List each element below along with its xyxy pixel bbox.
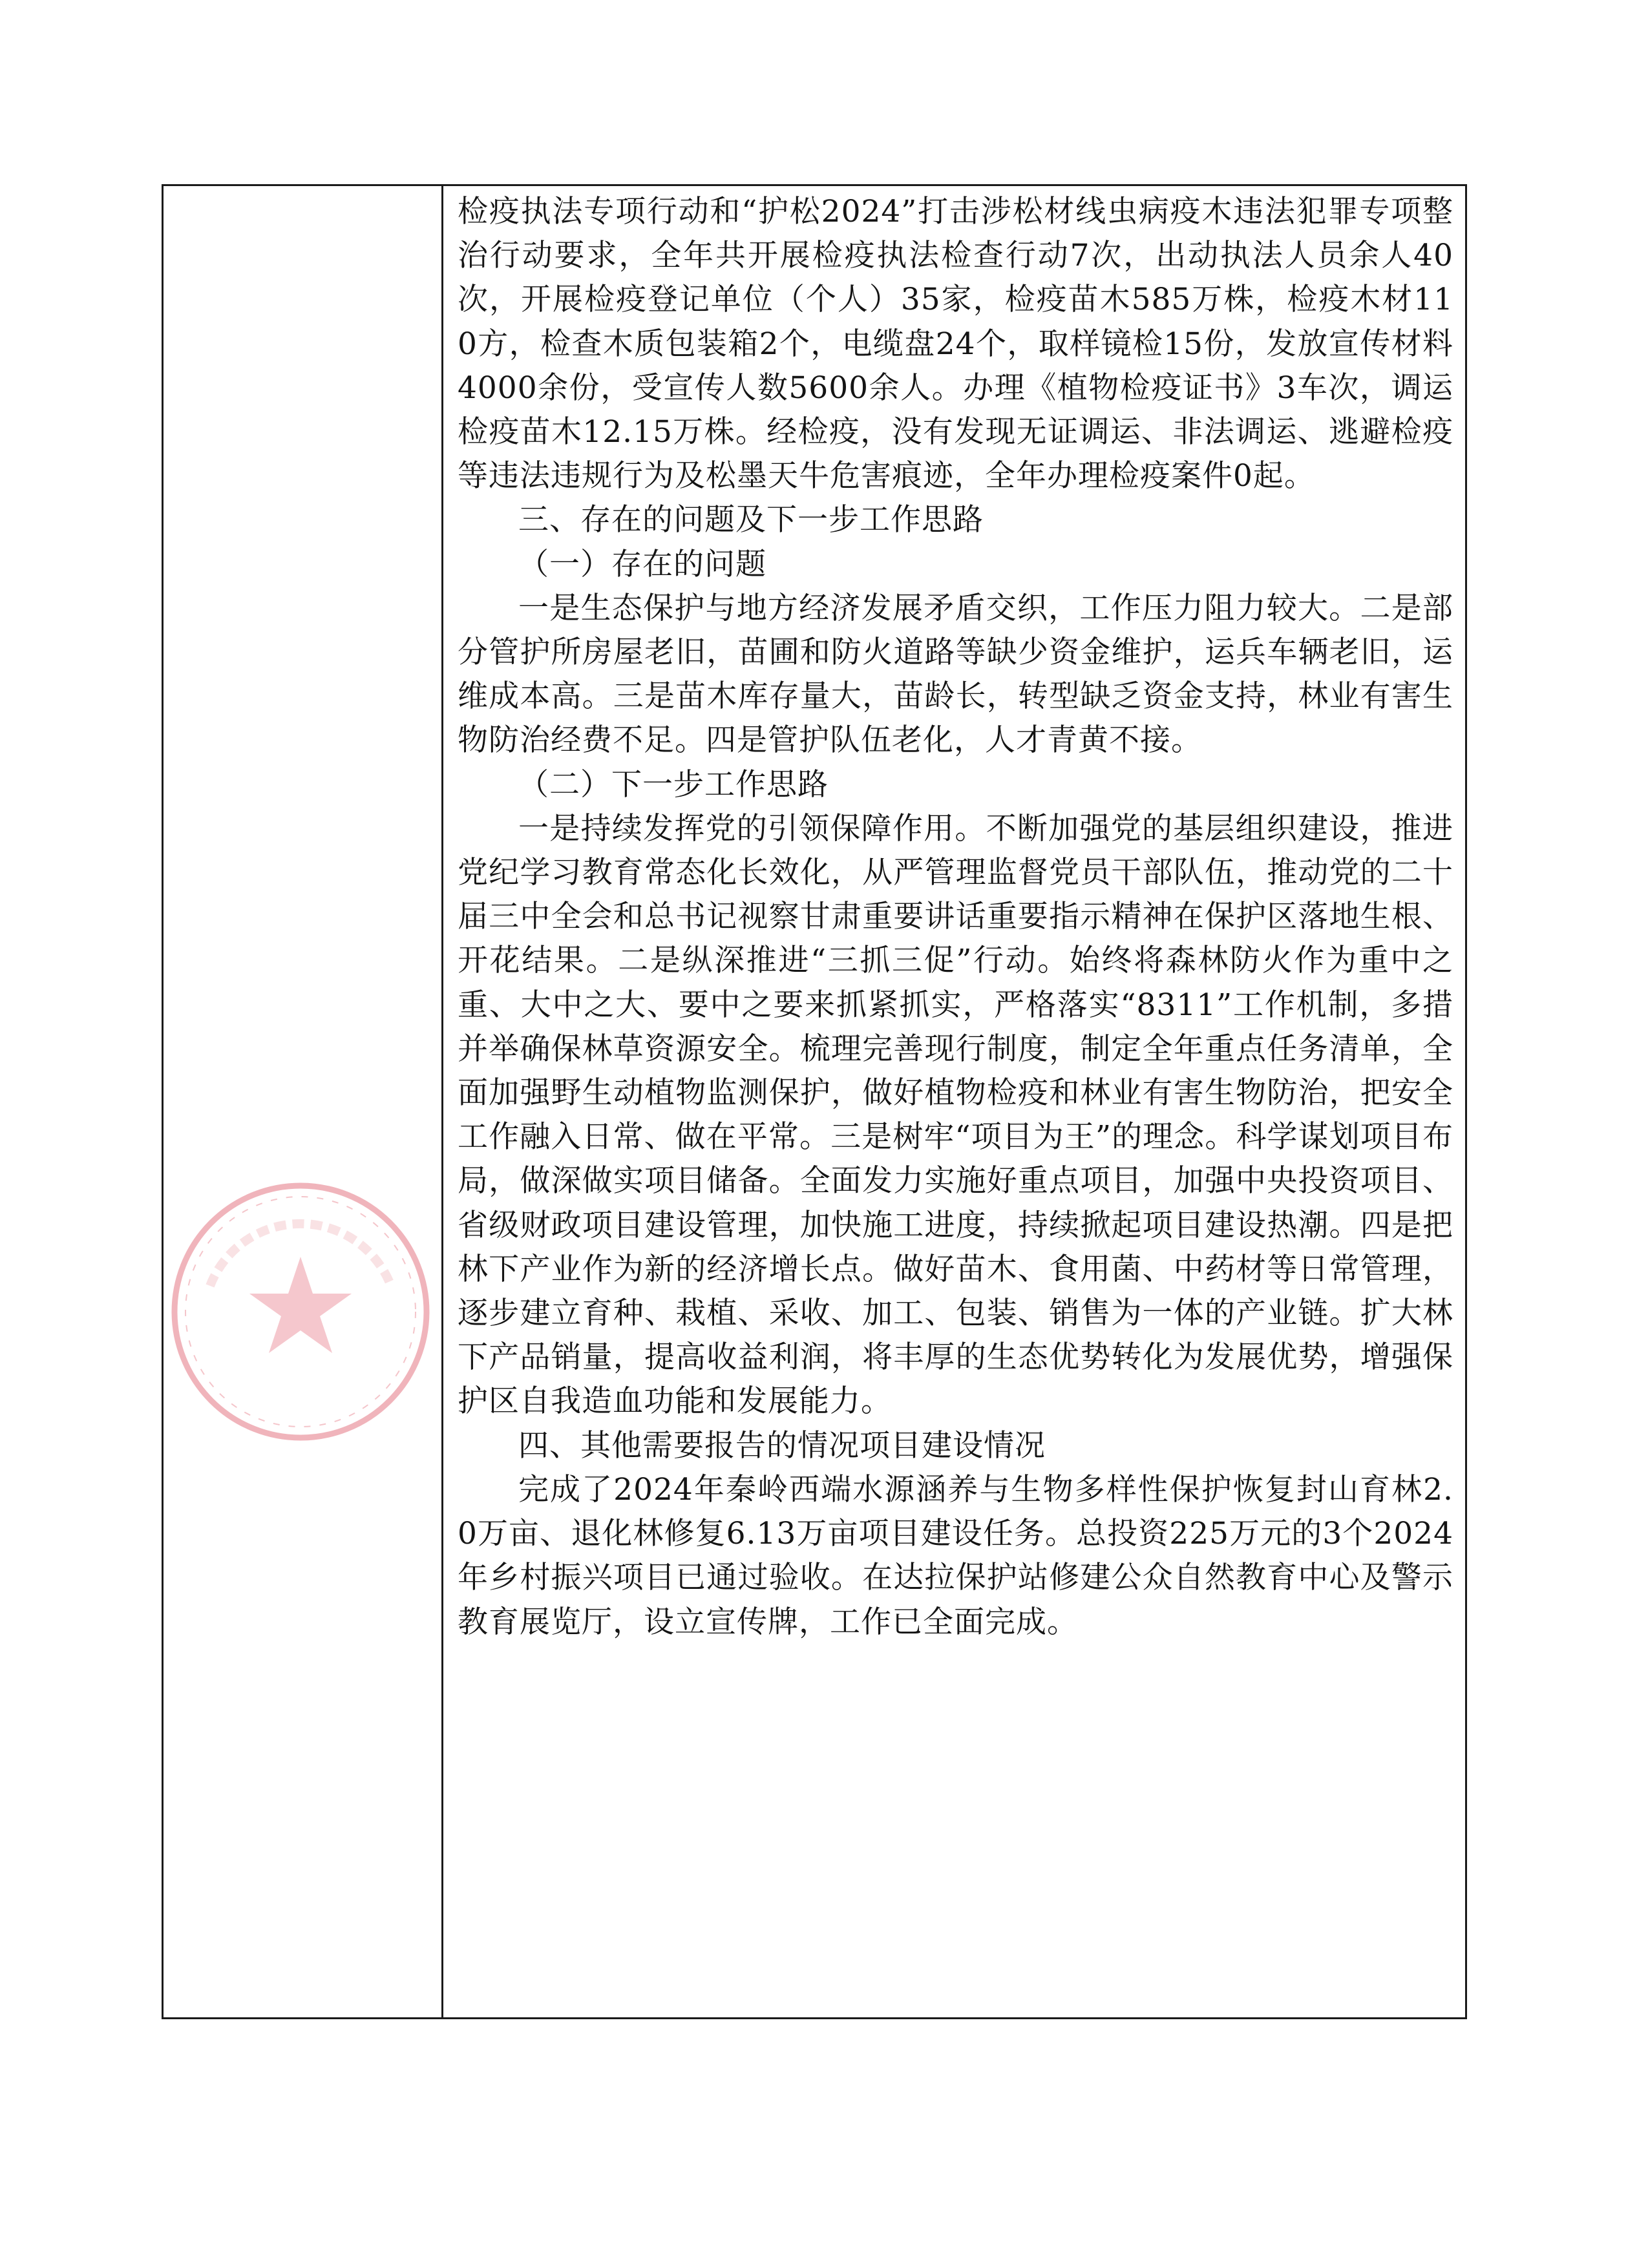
left-label-cell	[164, 186, 443, 2017]
report-body	[458, 190, 1453, 1644]
content-cell	[443, 186, 1465, 2017]
paragraph-projects: 完成了2024年秦岭西端水源涵养与生物多样性保护恢复封山育林2.0万亩、退化林修复6.13万亩项目建设任务。总投资225万元的3个2024年乡村振兴项目已通过验收。在达拉保护站修建公众自然教育中心及警示教育展览厅，设立宣传牌，工作已全面完成。	[458, 1471, 1453, 1640]
subheading-next-steps: （二）下一步工作思路	[518, 766, 829, 803]
seal-star-icon	[249, 1257, 352, 1353]
section-heading-4: 四、其他需要报告的情况项目建设情况	[518, 1427, 1046, 1464]
paragraph-quarantine: 检疫执法专项行动和“护松2024”打击涉松材线虫病疫木违法犯罪专项整治行动要求，全年共开展检疫执法检查行动7次，出动执法人员余人40次，开展检疫登记单位（个人）35家，检疫苗木585万株，检疫木材110方，检查木质包装箱2个，电缆盘24个，取样镜检15份，发放宣传材料4000余份，受宣传人数5600余人。办理《植物检疫证书》3车次，调运检疫苗木12.15万株。经检疫，没有发现无证调运、非法调运、逃避检疫等违法违规行为及松墨天牛危害痕迹，全年办理检疫案件0起。	[458, 194, 1453, 494]
subheading-problems: （一）存在的问题	[518, 546, 766, 582]
form-table	[162, 184, 1467, 2019]
official-seal-stamp	[165, 1176, 436, 1447]
section-heading-3: 三、存在的问题及下一步工作思路	[518, 502, 984, 538]
paragraph-next-steps: 一是持续发挥党的引领保障作用。不断加强党的基层组织建设，推进党纪学习教育常态化长效化，从严管理监督党员干部队伍，推动党的二十届三中全会和总书记视察甘肃重要讲话重要指示精神在保护区落地生根、开花结果。二是纵深推进“三抓三促”行动。始终将森林防火作为重中之重、大中之大、要中之要来抓紧抓实，严格落实“8311”工作机制，多措并举确保林草资源安全。梳理完善现行制度，制定全年重点任务清单，全面加强野生动植物监测保护，做好植物检疫和林业有害生物防治，把安全工作融入日常、做在平常。三是树牢“项目为王”的理念。科学谋划项目布局，做深做实项目储备。全面发力实施好重点项目，加强中央投资项目、省级财政项目建设管理，加快施工进度，持续掀起项目建设热潮。四是把林下产业作为新的经济增长点。做好苗木、食用菌、中药材等日常管理，逐步建立育种、栽植、采收、加工、包装、销售为一体的产业链。扩大林下产品销量，提高收益利润，将丰厚的生态优势转化为发展优势，增强保护区自我造血功能和发展能力。	[458, 810, 1453, 1420]
paragraph-problems: 一是生态保护与地方经济发展矛盾交织，工作压力阻力较大。二是部分管护所房屋老旧，苗圃和防火道路等缺少资金维护，运兵车辆老旧，运维成本高。三是苗木库存量大，苗龄长，转型缺乏资金支持，林业有害生物防治经费不足。四是管护队伍老化，人才青黄不接。	[458, 590, 1453, 759]
